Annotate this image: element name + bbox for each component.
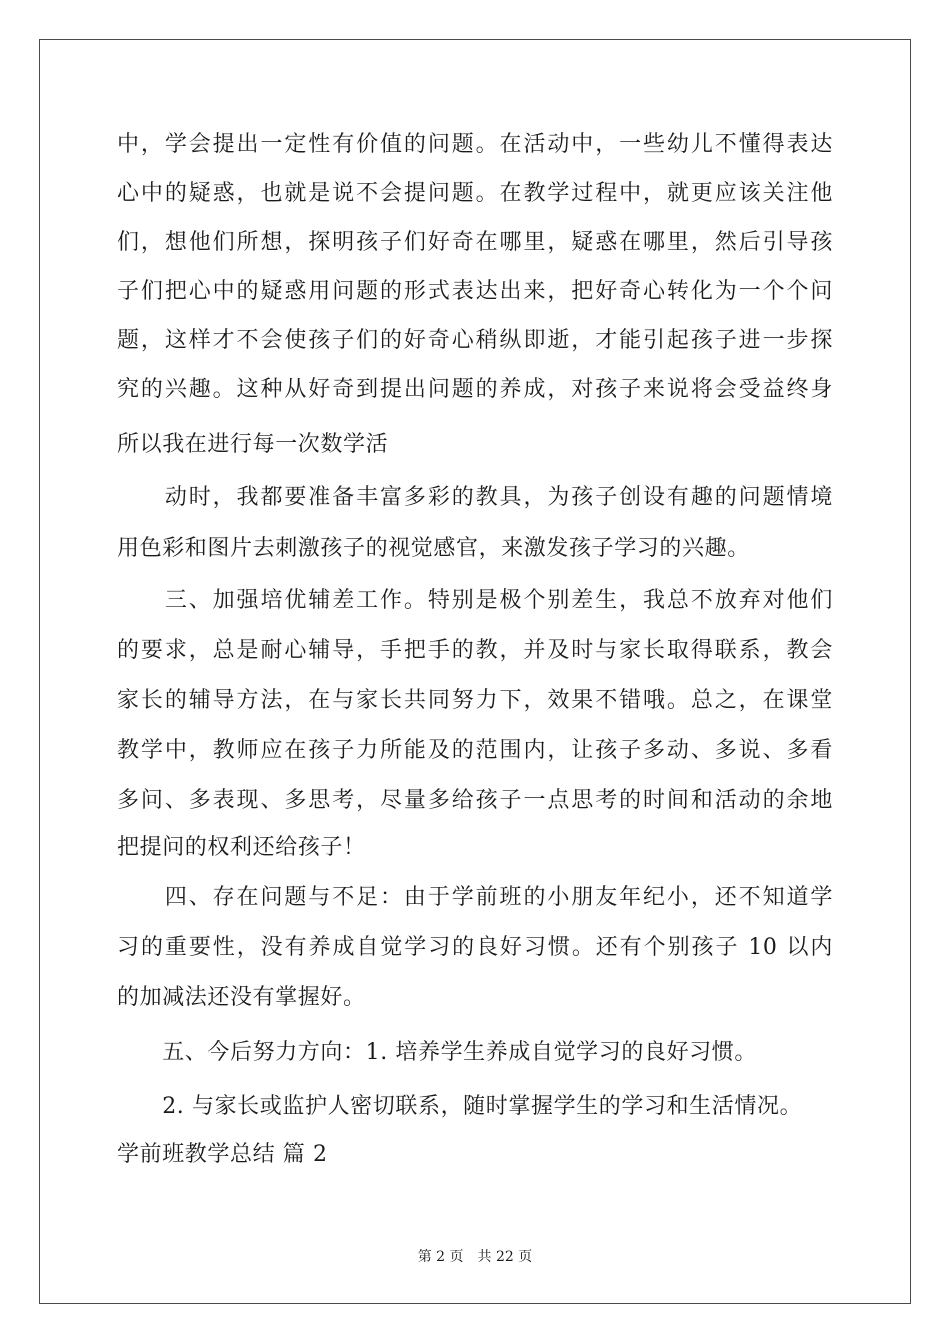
- text-line: 的要求，总是耐心辅导，手把手的教，并及时与家长取得联系，教会: [117, 638, 833, 663]
- text-line: 2. 与家长或监护人密切联系，随时掌握学生的学习和生活情况。: [117, 1094, 803, 1119]
- text-line: 心中的疑惑，也就是说不会提问题。在教学过程中，就更应该关注他: [117, 181, 833, 206]
- text-line: 子们把心中的疑惑用问题的形式表达出来，把好奇心转化为一个个问: [117, 279, 833, 304]
- text-line: 家长的辅导方法，在与家长共同努力下，效果不错哦。总之，在课堂: [117, 688, 833, 713]
- text-line: 中，学会提出一定性有价值的问题。在活动中，一些幼儿不懂得表达: [117, 132, 833, 157]
- text-line: 把提问的权利还给孩子！: [117, 835, 366, 860]
- text-line: 的加减法还没有掌握好。: [117, 985, 366, 1010]
- page-footer: [0, 1246, 950, 1266]
- text-line: 三、加强培优辅差工作。特别是极个别差生，我总不放弃对他们: [117, 588, 833, 613]
- text-line: 究的兴趣。这种从好奇到提出问题的养成，对孩子来说将会受益终身: [117, 377, 833, 402]
- page-total: 共 22 页: [477, 1249, 533, 1265]
- text-line: 所以我在进行每一次数学活: [117, 432, 389, 457]
- text-line: 动时，我都要准备丰富多彩的教具，为孩子创设有趣的问题情境: [117, 485, 833, 510]
- section-heading: 学前班教学总结 篇 2: [117, 1142, 328, 1167]
- text-line: 们，想他们所想，探明孩子们好奇在哪里，疑惑在哪里，然后引导孩: [117, 230, 833, 255]
- text-line: 用色彩和图片去刺激孩子的视觉感官，来激发孩子学习的兴趣。: [117, 536, 750, 561]
- text-line: 多问、多表现、多思考，尽量多给孩子一点思考的时间和活动的余地: [117, 788, 833, 813]
- page-number: 第 2 页: [417, 1249, 464, 1265]
- text-line: 习的重要性，没有养成自觉学习的良好习惯。还有个别孩子 10 以内: [117, 935, 833, 960]
- text-line: 题，这样才不会使孩子们的好奇心稍纵即逝，才能引起孩子进一步探: [117, 328, 833, 353]
- text-line: 四、存在问题与不足：由于学前班的小朋友年纪小，还不知道学: [117, 885, 833, 910]
- text-line: 五、今后努力方向：1. 培养学生养成自觉学习的良好习惯。: [117, 1040, 757, 1065]
- text-line: 教学中，教师应在孩子力所能及的范围内，让孩子多动、多说、多看: [117, 738, 833, 763]
